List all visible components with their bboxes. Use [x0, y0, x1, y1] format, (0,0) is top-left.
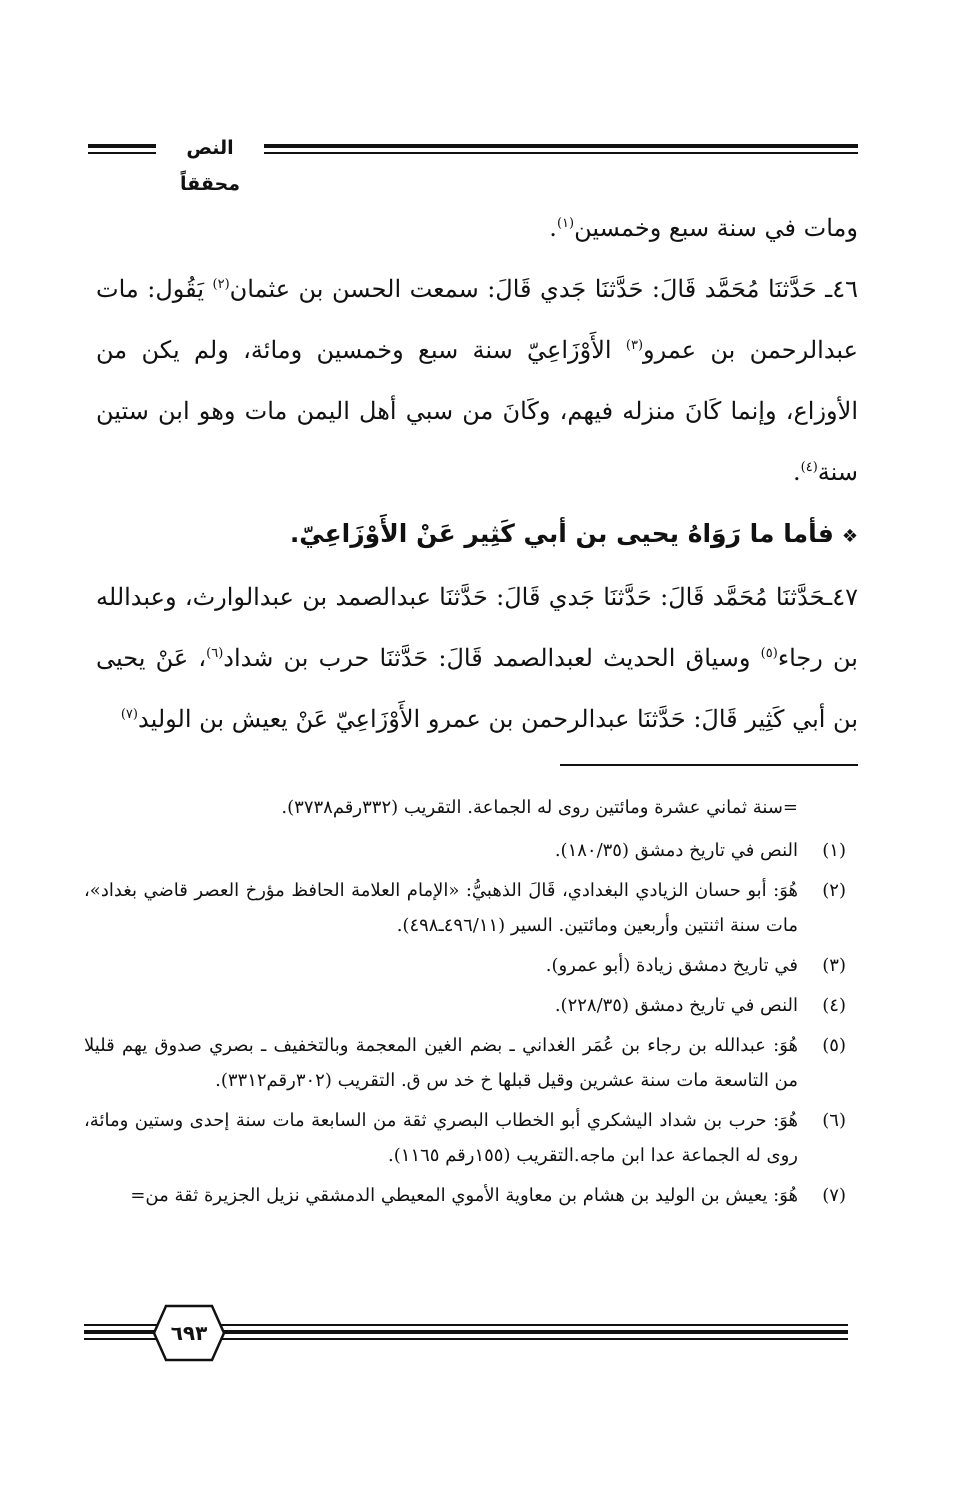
hadith-47: ٤٧ـحَدَّثنَا مُحَمَّد قَالَ: حَدَّثنَا جَدي قَالَ: حَدَّثنَا عبدالصمد بن عبدالوارث، وعبدالله بن رجاء$^{(٥)}$ وسياق الحديث لعبدالصمد قَالَ: حَدَّثنَا حرب بن شداد$^{(٦)}$، عَنْ يحيى بن أبي كَثِير قَالَ: حَدَّثنَا عبدالرحمن بن عمرو الأَوْزَاعِيّ عَنْ يعيش بن الوليد$^{(٧)}$ [96, 583, 858, 733]
footnotes [84, 790, 846, 1218]
footnote-number: (١) [822, 840, 846, 861]
page-number-badge [152, 1302, 226, 1364]
footnote-text: النص في تاريخ دمشق (١٨٠/٣٥). [554, 840, 798, 861]
footnote-ref-7: (٧) [120, 707, 138, 722]
footnote-continuation: =سنة ثماني عشرة ومائتين روى له الجماعة. التقريب (٣٣٢رقم٣٧٣٨). [281, 797, 798, 818]
footnote-text: هُوَ: أبو حسان الزيادي البغدادي، قَالَ الذهبيُّ: «الإمام العلامة الحافظ مؤرخ العصر قاضي بغداد»، مات سنة اثنتين وأربعين ومائتين. السير (٤٩٦/١١ـ٤٩٨). [84, 880, 798, 936]
footnote-4 [84, 988, 846, 1023]
footnote-6 [84, 1103, 846, 1173]
footnote-2 [84, 873, 846, 943]
page-footer [84, 1300, 848, 1366]
footnote-number: (٢) [822, 880, 846, 901]
page-number: ٦٩٣ [170, 1321, 208, 1345]
footnote-ref-5: (٥) [760, 646, 778, 661]
footnote-text: النص في تاريخ دمشق (٢٢٨/٣٥). [554, 995, 798, 1016]
diamond-bullet-icon: ❖ [841, 526, 858, 547]
footnote-5 [84, 1028, 846, 1098]
page-header [88, 130, 858, 195]
footnote-ref-2: (٢) [212, 277, 230, 292]
header-rule-left [88, 144, 156, 154]
main-text [96, 198, 858, 750]
header-rule-right [264, 144, 858, 154]
footnote-text: هُوَ: عبدالله بن رجاء بن عُمَر الغداني ـ بضم الغين المعجمة وبالتخفيف ـ بصري صدوق يهم قليلا من التاسعة مات سنة عشرين وقيل قبلها خ خد س ق. التقريب (٣٠٢رقم٣٣١٢). [84, 1035, 798, 1091]
footnote-3 [84, 948, 846, 983]
footnote-number: (٤) [822, 995, 846, 1016]
footnote-text: في تاريخ دمشق زيادة (أبو عمرو). [545, 955, 798, 976]
running-title: النص محققاً [180, 137, 240, 195]
footnote-ref-3: (٣) [625, 338, 644, 353]
footnote-1 [84, 833, 846, 868]
paragraph-death-year: ومات في سنة سبع وخمسين$^{(١)}$. [549, 214, 858, 242]
footnote-number: (٣) [822, 955, 846, 976]
footnote-ref-1: (١) [556, 216, 575, 231]
footnote-number: (٦) [822, 1110, 846, 1131]
footnote-7 [84, 1178, 846, 1213]
section-heading: ❖فأما ما رَوَاهُ يحيى بن أبي كَثِير عَنْ الأَوْزَاعِيّ. [289, 519, 858, 548]
footnote-number: (٥) [822, 1035, 846, 1056]
footnote-separator [560, 764, 858, 766]
footnote-ref-4: (٤) [800, 460, 818, 475]
footnote-ref-6: (٦) [206, 646, 224, 661]
footnote-text: هُوَ: حرب بن شداد اليشكري أبو الخطاب البصري ثقة من السابعة مات سنة إحدى وستين ومائة، روى له الجماعة عدا ابن ماجه.التقريب (١٥٥رقم ١١٦٥). [84, 1110, 798, 1166]
footnote-number: (٧) [822, 1185, 846, 1206]
footnote-text: هُوَ: يعيش بن الوليد بن هشام بن معاوية الأموي المعيطي الدمشقي نزيل الجزيرة ثقة من= [130, 1185, 798, 1206]
hadith-46: ٤٦ـ حَدَّثنَا مُحَمَّد قَالَ: حَدَّثنَا جَدي قَالَ: سمعت الحسن بن عثمان$^{(٢)}$ يَقُول: مات عبدالرحمن بن عمرو$^{(٣)}$ الأَوْزَاعِيّ سنة سبع وخمسين ومائة، ولم يكن من الأوزاع، وإنما كَانَ منزله فيهم، وكَانَ من سبي أهل اليمن مات وهو ابن ستين سنة$^{(٤)}$. [96, 275, 858, 486]
